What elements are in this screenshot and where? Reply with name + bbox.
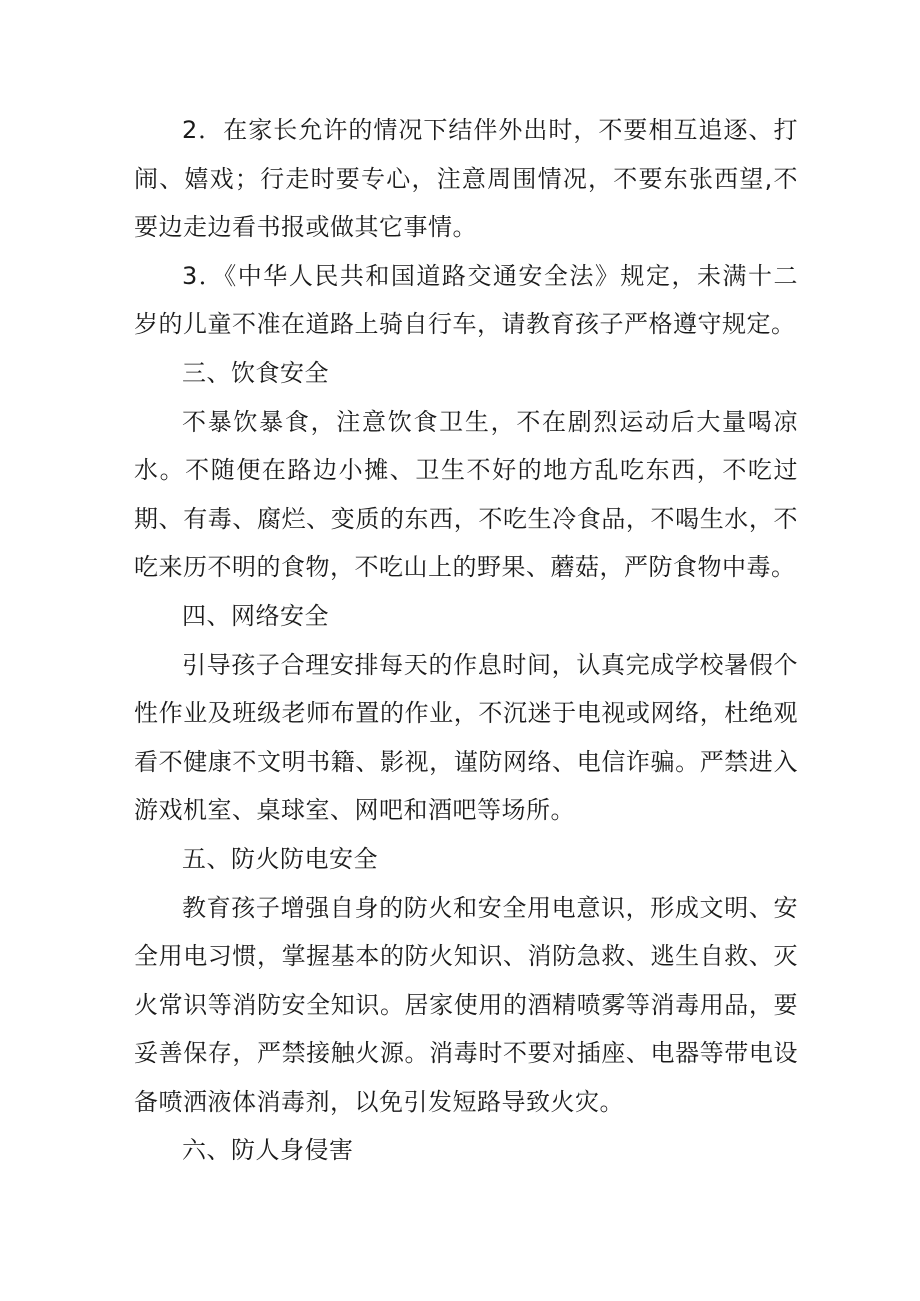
paragraph-fire-electric-safety: 教育孩子增强自身的防火和安全用电意识，形成文明、安全用电习惯，掌握基本的防火知识、消防急救、逃生自救、灭火常识等消防安全知识。居家使用的酒精喷雾等消毒用品，要妥善保存，严禁接触火源。消毒时不要对插座、电器等带电设备喷洒液体消毒剂，以免引发短路导致火灾。 [134,893,798,1116]
paragraph-item-2: 2．在家长允许的情况下结伴外出时，不要相互追逐、打闹、嬉戏；行走时要专心，注意周围情况，不要东张西望,不要边走边看书报或做其它事情。 [134,116,798,242]
document-body [134,106,798,1175]
paragraph-food-safety: 不暴饮暴食，注意饮食卫生，不在剧烈运动后大量喝凉水。不随便在路边小摊、卫生不好的地方乱吃东西，不吃过期、有毒、腐烂、变质的东西，不吃生冷食品，不喝生水，不吃来历不明的食物，不吃山上的野果、蘑菇，严防食物中毒。 [134,407,798,582]
paragraph-network-safety: 引导孩子合理安排每天的作息时间，认真完成学校暑假个性作业及班级老师布置的作业，不沉迷于电视或网络，杜绝观看不健康不文明书籍、影视，谨防网络、电信诈骗。严禁进入游戏机室、桌球室、网吧和酒吧等场所。 [134,650,798,825]
section-heading-network-safety: 四、网络安全 [182,601,329,630]
section-heading-personal-safety: 六、防人身侵害 [182,1136,354,1165]
section-heading-fire-electric-safety: 五、防火防电安全 [182,844,378,873]
section-heading-food-safety: 三、饮食安全 [182,358,329,387]
paragraph-item-3: 3．《中华人民共和国道路交通安全法》规定，未满十二岁的儿童不准在道路上骑自行车，请教育孩子严格遵守规定。 [134,261,798,339]
